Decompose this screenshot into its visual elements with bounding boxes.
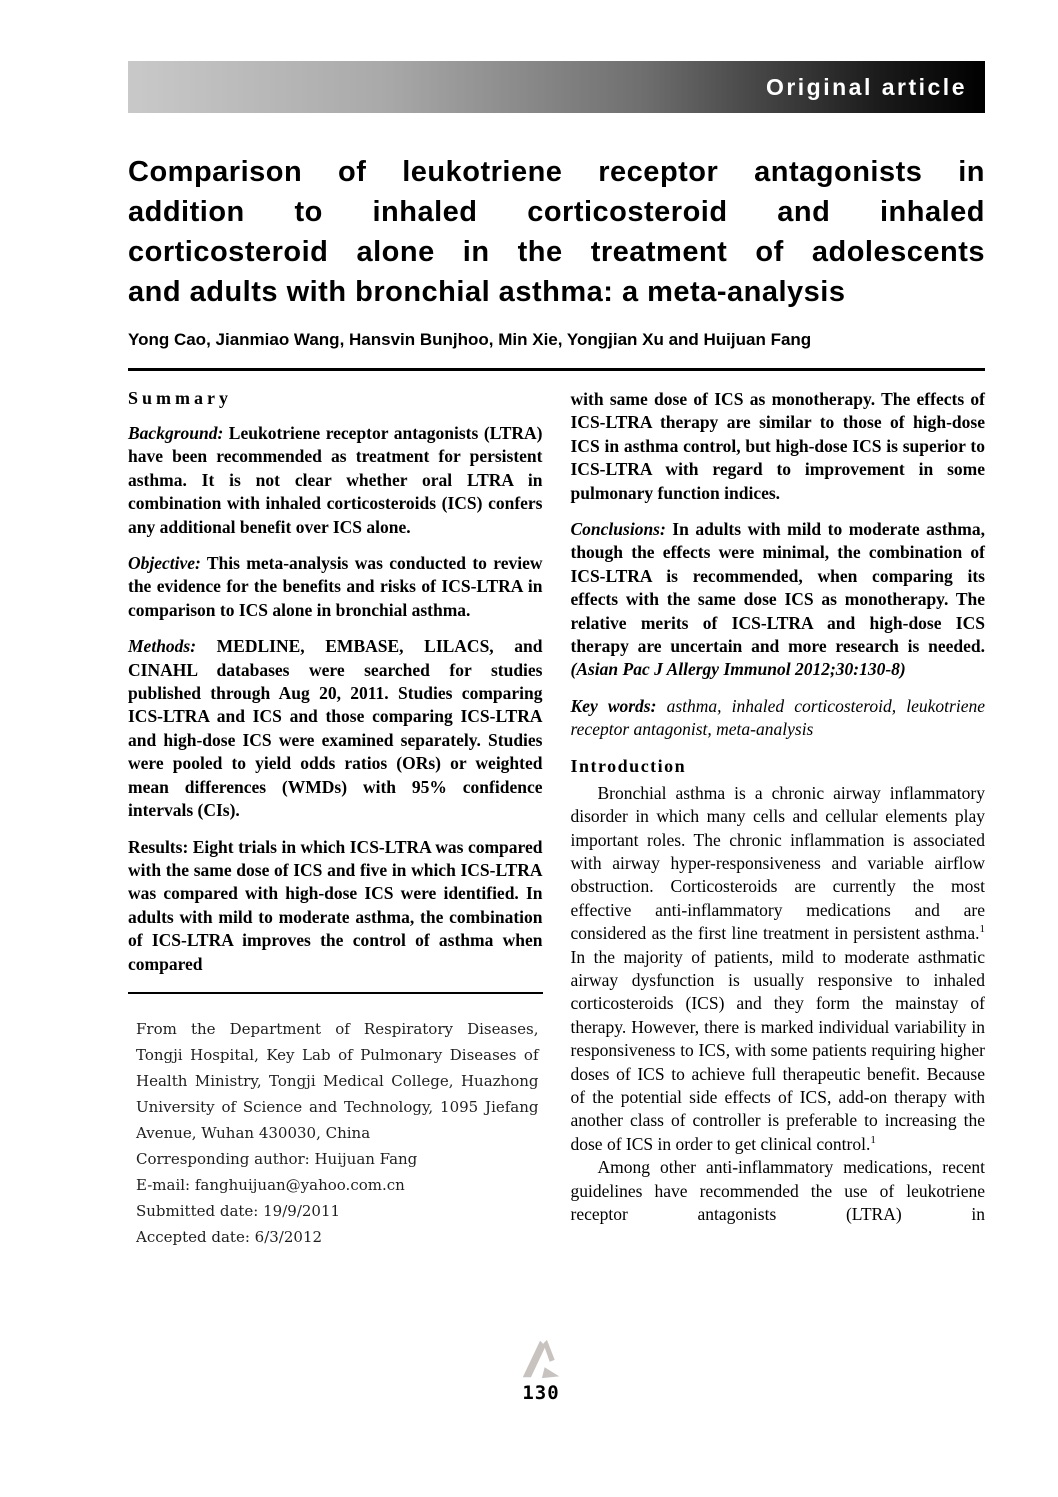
footnote-block: [128, 992, 543, 1250]
background-text: Leukotriene receptor antagonists (LTRA) have been recommended as treatment for persistent asthma. It is not clear whether oral LTRA in combination with inhaled corticosteroids (ICS) confers any additional benefit over ICS alone.: [128, 423, 543, 537]
methods-text: MEDLINE, EMBASE, LILACS, and CINAHL databases were searched for studies published through Aug 20, 2011. Studies comparing ICS-LTRA and ICS and those comparing ICS-LTRA and high-dose ICS were examined separately. Studies were pooled to yield odds ratios (ORs) or weighted mean differences (WMDs) with 95% confidence intervals (CIs).: [128, 636, 543, 821]
article-type-label: Original article: [765, 73, 967, 100]
page-footer: [0, 1338, 1058, 1404]
methods-label: Methods:: [128, 636, 197, 657]
reference-superscript-1: 1: [979, 923, 985, 936]
summary-heading: Summary: [128, 388, 232, 408]
reference-superscript-2: 1: [870, 1133, 876, 1146]
accepted-date-line: Accepted date: 6/3/2012: [136, 1228, 323, 1246]
footer-inner: [518, 1338, 564, 1404]
results-continuation-paragraph: with same dose of ICS as monotherapy. The effects of ICS-LTRA therapy are similar to those of high-dose ICS in asthma control, but high-dose ICS is superior to ICS-LTRA with regard to improvement in some pulmonary function indices.: [570, 389, 985, 503]
title-line-1: Comparison of leukotriene receptor antagonists in: [128, 156, 985, 188]
authors-line: Yong Cao, Jianmiao Wang, Hansvin Bunjhoo, Min Xie, Yongjian Xu and Huijuan Fang: [128, 330, 812, 349]
background-paragraph: [128, 422, 543, 539]
keywords-label: Key words:: [570, 695, 657, 716]
objective-text: This meta-analysis was conducted to review the evidence for the benefits and risks of ICS-LTRA in comparison to ICS alone in bronchial asthma.: [128, 553, 543, 620]
header-divider: [128, 368, 985, 371]
left-column: [128, 388, 543, 1250]
results-text: Eight trials in which ICS-LTRA was compared with the same dose of ICS and five in which ICS-LTRA was compared with high-dose ICS were identified. In adults with mild to moderate asthma, the combination of ICS-LTRA improves the control of asthma when compared: [128, 836, 543, 974]
introduction-paragraph-1: [571, 782, 986, 1157]
conclusions-paragraph: [571, 518, 986, 682]
title-line-2: addition to inhaled corticosteroid and inhaled: [128, 196, 985, 228]
email-line: E-mail: fanghuijuan@yahoo.com.cn: [136, 1176, 405, 1194]
corresponding-author-line: Corresponding author: Huijuan Fang: [136, 1150, 418, 1168]
submitted-date-line: Submitted date: 19/9/2011: [136, 1202, 341, 1220]
title-line-4: and adults with bronchial asthma: a meta-analysis: [128, 276, 846, 308]
keywords-paragraph: [571, 695, 986, 742]
article-title: [128, 152, 985, 312]
intro-p1-text-a: Bronchial asthma is a chronic airway inflammatory disorder in which many cells and cellular elements play important roles. The chronic inflammation is associated with airway hyper-responsiveness and variable airflow obstruction. Corticosteroids are currently the most effective anti-inflammatory medications and are considered as the first line treatment in persistent asthma.: [570, 782, 985, 944]
two-column-body: [128, 388, 985, 1250]
background-label: Background:: [128, 423, 224, 443]
conclusions-text: In adults with mild to moderate asthma, though the effects were minimal, the combination of ICS-LTRA is recommended, when comparing its effects with the same dose ICS as monotherapy. The relative merits of ICS-LTRA and high-dose ICS therapy are uncertain and more research is needed.: [570, 519, 985, 657]
affiliation-text: From the Department of Respiratory Diseases, Tongji Hospital, Key Lab of Pulmonary Diseases of Health Ministry, Tongji Medical College, Huazhong University of Science and Technology, 1095 Jiefang Avenue, Wuhan 430030, China: [136, 1020, 539, 1142]
conclusions-label: Conclusions:: [570, 519, 666, 540]
page-content: [128, 0, 985, 1250]
results-paragraph: [128, 836, 543, 976]
article-type-banner: [128, 61, 985, 113]
objective-label: Objective:: [128, 553, 201, 574]
page-number: 130: [522, 1382, 560, 1404]
objective-paragraph: [128, 552, 543, 622]
journal-citation: (Asian Pac J Allergy Immunol 2012;30:130-8): [570, 659, 906, 680]
introduction-heading: Introduction: [570, 755, 687, 776]
introduction-paragraph-2: Among other anti-inflammatory medications, recent guidelines have recommended the use of leukotriene receptor antagonists (LTRA) in: [570, 1157, 985, 1224]
methods-paragraph: [128, 635, 543, 822]
right-column: [571, 388, 986, 1250]
title-line-3: corticosteroid alone in the treatment of adolescents: [128, 236, 985, 268]
keywords-text: asthma, inhaled corticosteroid, leukotriene receptor antagonist, meta-analysis: [570, 695, 985, 740]
publisher-logo-icon: [518, 1338, 564, 1380]
results-label: Results:: [128, 836, 189, 857]
intro-p1-text-b: In the majority of patients, mild to moderate asthmatic airway dysfunction is usually responsive to inhaled corticosteroids (ICS) and they form the mainstay of therapy. However, there is marked individual variability in responsiveness to ICS, with some patients requiring higher doses of ICS to achieve full therapeutic benefit. Because of the potential side effects of ICS, add-on therapy with another class of controller is preferable to increasing the dose of ICS in order to get clinical control.: [570, 946, 985, 1154]
